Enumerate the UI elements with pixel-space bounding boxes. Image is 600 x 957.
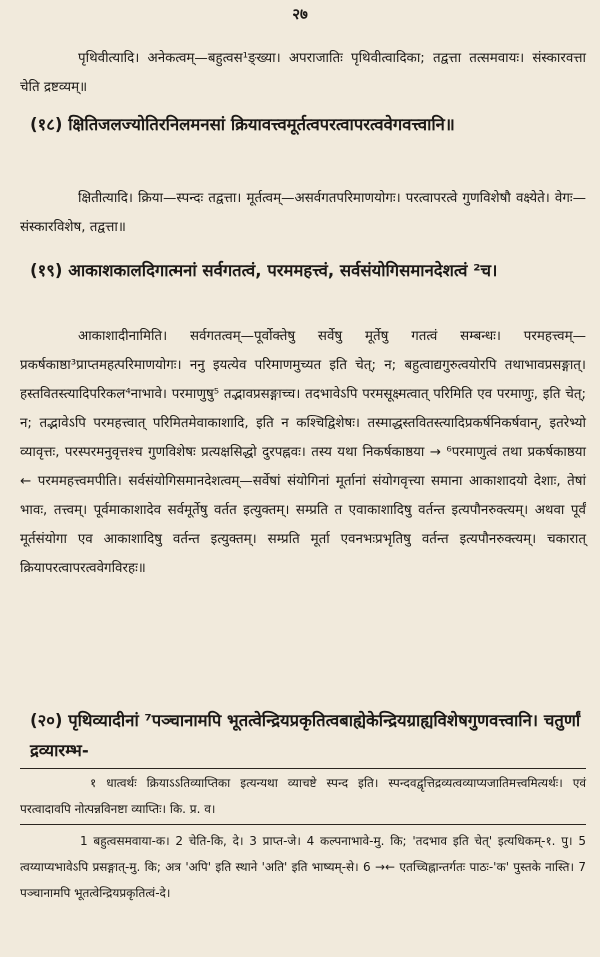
footnote-rule-2	[20, 824, 586, 825]
variant-readings: 1 बहुत्वसमवाया-क। 2 चेति-कि, दे। 3 प्राप्त-जे। 4 कल्पनाभावे-मु. कि; 'तदभाव इति चेत्' इत्यधिकम्-१. पु। 5 त्वय्याप्यभावेऽपि प्रसङ्गात्-मु. कि; अत्र 'अपि' इति स्थाने 'अति' इति भाष्यम्-से। 6 →← एतच्चिह्नान्तर्गतः पाठः-'क' पुस्तके नास्ति। 7 पञ्चानामपि भूतत्वेन्द्रियप्रकृतित्वं-दे।	[20, 834, 586, 900]
sutra-19: (१९) आकाशकालदिगात्मनां सर्वगतत्वं, परममहत्त्वं, सर्वसंयोगिसमानदेशत्वं ²च।	[30, 261, 498, 280]
page-number: २७	[292, 5, 308, 23]
footnote-rule-1	[20, 768, 586, 769]
commentary-note: १ धात्वर्थः क्रियाऽऽतिव्याप्तिका इत्यन्यथा व्याचष्टे स्पन्द इति। स्पन्दवद्वृत्तिद्रव्यत्वव्याप्यजातिमत्त्वमित्यर्थः। एवं परत्वादावपि नोत्पन्नविनष्टा व्याप्तिः। कि. प्र. व।	[20, 776, 586, 816]
sutra-18: (१८) क्षितिजलज्योतिरनिलमनसां क्रियावत्त्वमूर्तत्वपरत्वापरत्ववेगवत्त्वानि॥	[30, 115, 455, 134]
commentary-prithivi: पृथिवीत्यादि। अनेकत्वम्—बहुत्वस¹ङ्ख्या। अपराजातिः पृथिवीत्वादिका; तद्वत्ता तत्समवायः। संस्कारवत्ता चेति द्रष्टव्यम्॥	[20, 51, 586, 95]
sutra-20: (२०) पृथिव्यादीनां ⁷पञ्चानामपि भूतत्वेन्द्रियप्रकृतित्वबाह्येकेन्द्रियग्राह्यविशेषगुणवत्त्वानि। चतुर्णां द्रव्यारम्भ-	[30, 711, 581, 760]
commentary-19: आकाशादीनामिति। सर्वगतत्वम्—पूर्वोक्तेषु सर्वेषु मूर्तेषु गतत्वं सम्बन्धः। परमहत्त्वम्—प्रकर्षकाष्ठा³प्राप्तमहत्परिमाणयोगः। ननु इयत्येव परिमाणमुच्यत इति चेत्; न; बहुत्वाद्यगुरुत्वयोरपि तथाभावप्रसङ्गात्। हस्तवितस्त्यादिपरिकल⁴नाभावे। परमाणुषु⁵ तद्भावप्रसङ्गाच्च। तदभावेऽपि परमसूक्ष्मत्वात् परिमिति एव परमाणुः, इति चेत्; न; तद्भावेऽपि परमहत्त्वात् परिमितमेवाकाशादि, इति न कश्चिद्विशेषः। तस्माद्धस्तवितस्त्यादिप्रकर्षनिकर्षवान्, इतरेभ्यो व्यावृत्तः, परस्परमनुवृत्तश्च गुणविशेषः प्रत्यक्षसिद्धो दुरपह्नवः। तस्य यथा निकर्षकाष्ठया → ⁶परमाणुत्वं तथा प्रकर्षकाष्ठया ← परममहत्त्वमपीति। सर्वसंयोगिसमानदेशत्वम्—सर्वेषां संयोगिनां मूर्तानां संयोगवृत्त्या समाना आकाशादयो देशाः, तेषां भावः, तत्त्वम्। पूर्वमाकाशादेव सर्वमूर्तेषु वर्तत इत्युक्तम्। सम्प्रति त एवाकाशादिषु वर्तन्त इत्यपौनरुक्त्यम्। अथवा पूर्वं मूर्तसंयोगा एव आकाशादिषु वर्तन्त इत्युक्तम्। सम्प्रति मूर्ता एवनभःप्रभृतिषु वर्तन्त इत्यपौनरुक्त्यम्। चकारात् क्रियापरत्वापरत्ववेगविरहः॥	[20, 329, 586, 576]
commentary-18: क्षितीत्यादि। क्रिया—स्पन्दः तद्वत्ता। मूर्तत्वम्—असर्वगतपरिमाणयोगः। परत्वापरत्वे गुणविशेषौ वक्ष्येते। वेगः—संस्कारविशेष, तद्वत्ता॥	[20, 191, 586, 235]
